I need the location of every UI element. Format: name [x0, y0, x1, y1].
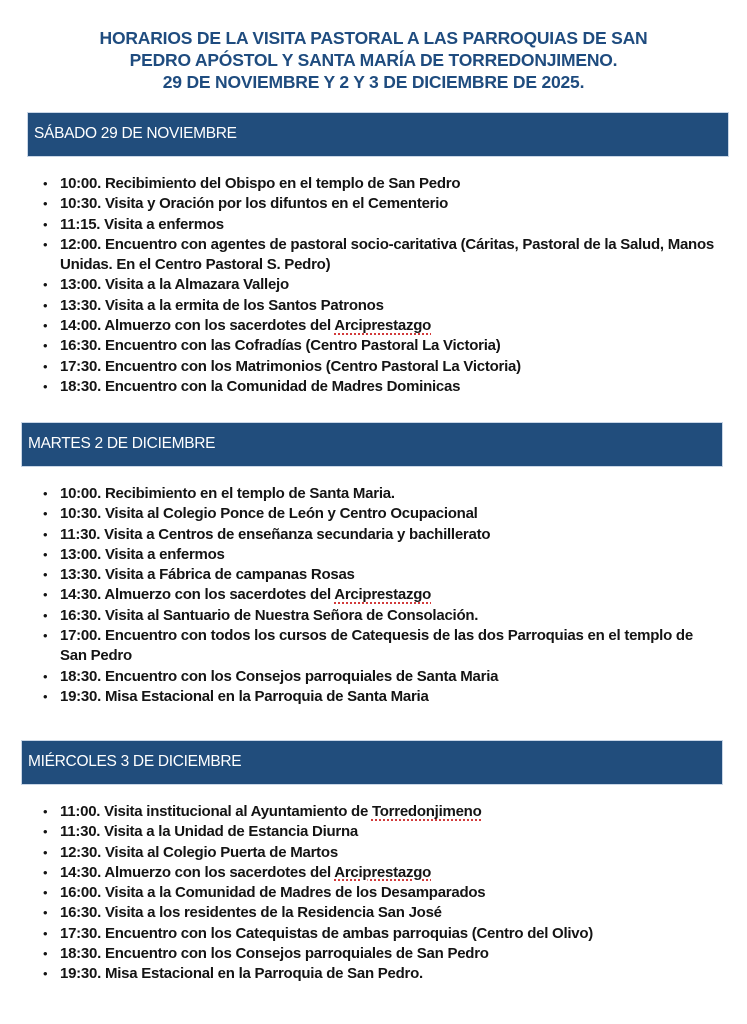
spellcheck-flagged-word[interactable]: Arciprestazgo	[334, 863, 432, 881]
bullet-icon: •	[43, 607, 48, 623]
bullet-icon: •	[43, 526, 48, 542]
event-text: 12:00. Encuentro con agentes de pastoral socio-caritativa (Cáritas, Pastoral de la Salud, Manos Unidas. En el Centro Pastoral S. Pedro)	[60, 235, 714, 274]
event-text: 10:30. Visita al Colegio Ponce de León y Centro Ocupacional	[60, 505, 478, 523]
bullet-icon: •	[43, 338, 48, 354]
event-text: 12:30. Visita al Colegio Puerta de Martos	[60, 843, 338, 861]
event-text: 17:00. Encuentro con todos los cursos de Catequesis de las dos Parroquias en el templo de San Pedro	[60, 627, 693, 665]
bullet-icon: •	[43, 297, 48, 313]
event-item	[40, 585, 720, 605]
bullet-icon: •	[43, 216, 48, 232]
event-item	[40, 194, 720, 214]
spellcheck-flagged-word[interactable]: Arciprestazgo	[334, 586, 432, 604]
day-header-sabado	[28, 113, 728, 156]
bullet-icon: •	[43, 236, 48, 252]
bullet-icon: •	[43, 318, 48, 334]
event-text: 11:00. Visita institucional al Ayuntamiento de	[60, 803, 372, 820]
event-item	[40, 275, 720, 295]
event-item	[40, 667, 720, 687]
day-header-label: MARTES 2 DE DICIEMBRE	[28, 435, 216, 452]
event-item	[40, 843, 720, 863]
event-item	[40, 606, 720, 626]
event-text: 10:00. Recibimiento del Obispo en el templo de San Pedro	[60, 175, 461, 192]
event-text: 16:00. Visita a la Comunidad de Madres de los Desamparados	[60, 884, 486, 902]
event-item	[40, 235, 720, 276]
bullet-icon: •	[43, 905, 48, 921]
bullet-icon: •	[43, 506, 48, 522]
event-item	[40, 316, 720, 336]
event-text: 10:00. Recibimiento en el templo de Santa Maria.	[60, 485, 395, 502]
event-item	[40, 296, 720, 316]
bullet-icon: •	[43, 844, 48, 860]
bullet-icon: •	[43, 176, 48, 191]
event-item	[40, 565, 720, 585]
day-header-martes	[22, 423, 722, 466]
bullet-icon: •	[43, 378, 48, 394]
event-item	[40, 545, 720, 565]
event-text: 16:30. Visita al Santuario de Nuestra Señora de Consolación.	[60, 606, 479, 624]
bullet-icon: •	[43, 567, 48, 583]
event-item	[40, 944, 720, 964]
bullet-icon: •	[43, 668, 48, 684]
event-text: 18:30. Encuentro con la Comunidad de Madres Dominicas	[60, 377, 461, 395]
title-line-3: 29 DE NOVIEMBRE Y 2 Y 3 DE DICIEMBRE DE 2025.	[162, 72, 585, 92]
bullet-icon: •	[43, 358, 48, 374]
bullet-icon: •	[43, 196, 48, 212]
event-text: 13:30. Visita a la ermita de los Santos Patronos	[60, 296, 384, 314]
event-text: 17:30. Encuentro con los Catequistas de ambas parroquias (Centro del Olivo)	[60, 924, 594, 942]
event-text: 18:30. Encuentro con los Consejos parroquiales de San Pedro	[60, 945, 489, 963]
event-item	[40, 822, 720, 842]
bullet-icon: •	[43, 885, 48, 901]
event-item	[40, 687, 720, 707]
event-item	[40, 215, 720, 235]
event-list-sabado	[40, 174, 720, 397]
title-line-2: PEDRO APÓSTOL Y SANTA MARÍA DE TORREDONJIMENO.	[129, 50, 618, 70]
event-list-martes	[40, 484, 720, 707]
spellcheck-flagged-word[interactable]: Torredonjimeno	[371, 803, 482, 820]
event-text: 13:00. Visita a enfermos	[60, 545, 225, 563]
event-item	[40, 525, 720, 545]
title-line-1: HORARIOS DE LA VISITA PASTORAL A LAS PARROQUIAS DE SAN	[99, 28, 648, 48]
event-item	[40, 357, 720, 377]
event-text: 18:30. Encuentro con los Consejos parroquiales de Santa Maria	[60, 667, 499, 685]
event-item	[40, 626, 720, 667]
day-header-label: SÁBADO 29 DE NOVIEMBRE	[34, 125, 237, 142]
event-text: 16:30. Visita a los residentes de la Residencia San José	[60, 904, 442, 922]
event-text: 14:30. Almuerzo con los sacerdotes del	[60, 863, 335, 881]
day-header-miercoles	[22, 741, 722, 784]
event-text: 10:30. Visita y Oración por los difuntos en el Cementerio	[60, 195, 449, 213]
event-text: 11:30. Visita a la Unidad de Estancia Diurna	[60, 823, 359, 841]
event-item	[40, 484, 720, 504]
bullet-icon: •	[43, 587, 48, 603]
bullet-icon: •	[43, 925, 48, 941]
bullet-icon: •	[43, 966, 48, 982]
day-header-label: MIÉRCOLES 3 DE DICIEMBRE	[28, 753, 242, 770]
event-text: 11:15. Visita a enfermos	[60, 215, 224, 233]
bullet-icon: •	[43, 804, 48, 819]
bullet-icon: •	[43, 864, 48, 880]
event-item	[40, 504, 720, 524]
event-text: 11:30. Visita a Centros de enseñanza secundaria y bachillerato	[60, 525, 491, 543]
page-title	[0, 27, 747, 93]
event-item	[40, 336, 720, 356]
event-item	[40, 924, 720, 944]
event-item	[40, 377, 720, 397]
event-item	[40, 903, 720, 923]
bullet-icon: •	[43, 277, 48, 293]
event-text: 14:00. Almuerzo con los sacerdotes del	[60, 317, 335, 335]
event-item	[40, 802, 720, 822]
spellcheck-flagged-word[interactable]: Arciprestazgo	[334, 317, 432, 335]
bullet-icon: •	[43, 946, 48, 962]
bullet-icon: •	[43, 546, 48, 562]
event-item	[40, 174, 720, 194]
event-text: 16:30. Encuentro con las Cofradías (Centro Pastoral La Victoria)	[60, 337, 501, 355]
event-text: 13:00. Visita a la Almazara Vallejo	[60, 276, 289, 294]
bullet-icon: •	[43, 824, 48, 840]
bullet-icon: •	[43, 688, 48, 704]
event-text: 17:30. Encuentro con los Matrimonios (Centro Pastoral La Victoria)	[60, 357, 521, 375]
event-text: 13:30. Visita a Fábrica de campanas Rosas	[60, 566, 355, 584]
event-item	[40, 863, 720, 883]
bullet-icon: •	[43, 628, 48, 644]
event-item	[40, 964, 720, 984]
event-list-miercoles	[40, 802, 720, 985]
event-text: 19:30. Misa Estacional en la Parroquia de San Pedro.	[60, 965, 423, 983]
event-text: 19:30. Misa Estacional en la Parroquia de Santa Maria	[60, 687, 429, 705]
event-text: 14:30. Almuerzo con los sacerdotes del	[60, 586, 335, 604]
event-item	[40, 883, 720, 903]
bullet-icon: •	[43, 486, 48, 501]
